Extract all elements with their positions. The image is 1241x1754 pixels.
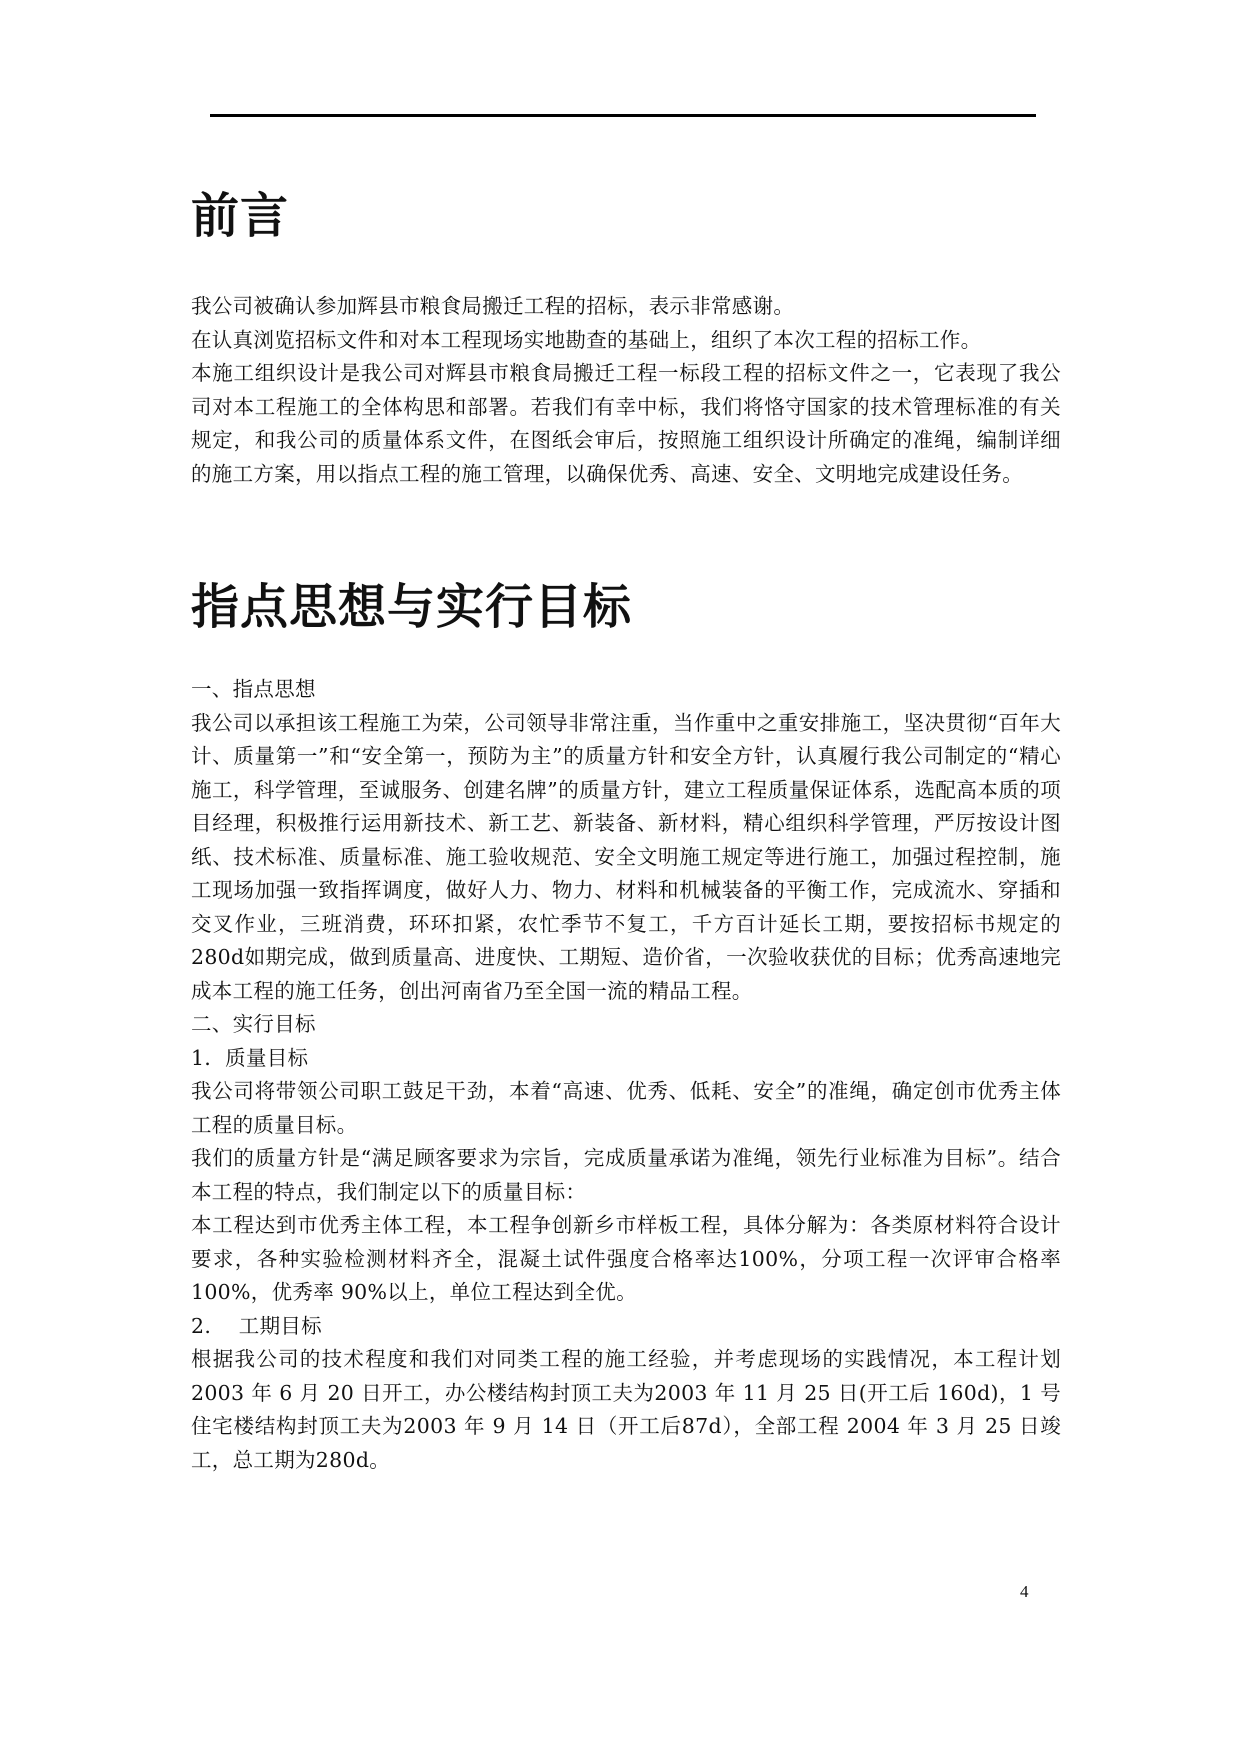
guiding-paragraph: 我公司以承担该工程施工为荣，公司领导非常注重，当作重中之重安排施工，坚决贯彻“百年大计、质量第一”和“安全第一，预防为主”的质量方针和安全方针，认真履行我公司制定的“精心施工，科学管理，至诚服务、创建名牌”的质量方针，建立工程质量保证体系，选配高本质的项目经理，积极推行运用新技术、新工艺、新装备、新材料，精心组织科学管理，严厉按设计图纸、技术标准、质量标准、施工验收规范、安全文明施工规定等进行施工，加强过程控制，施工现场加强一致指挥调度，做好人力、物力、材料和机械装备的平衡工作，完成流水、穿插和交叉作业，三班消费，环环扣紧，农忙季节不复工，千方百计延长工期，要按招标书规定的280d如期完成，做到质量高、进度快、工期短、造价省，一次验收获优的目标；优秀高速地完成本工程的施工任务，创出河南省乃至全国一流的精品工程。 [191, 710, 1061, 1003]
preface-paragraph: 在认真浏览招标文件和对本工程现场实地勘查的基础上，组织了本次工程的招标工作。 [191, 327, 982, 352]
page-content [191, 184, 1061, 1477]
header-rule [210, 114, 1036, 117]
preface-paragraph: 我公司被确认参加辉县市粮食局搬迁工程的招标，表示非常感谢。 [191, 294, 795, 318]
preface-paragraph: 本施工组织设计是我公司对辉县市粮食局搬迁工程一标段工程的招标文件之一，它表现了我公司对本工程施工的全体构思和部署。若我们有幸中标，我们将恪守国家的技术管理标准的有关规定，和我公司的质量体系文件，在图纸会审后，按照施工组织设计所确定的准绳，编制详细的施工方案，用以指点工程的施工管理，以确保优秀、高速、安全、文明地完成建设任务。 [191, 361, 1061, 486]
subheading-guiding-thought: 一、指点思想 [191, 677, 316, 701]
guiding-title: 指点思想与实行目标 [191, 579, 633, 635]
preface-title: 前言 [191, 188, 290, 244]
subheading-schedule-goal: 2. 工期目标 [191, 1313, 322, 1338]
quality-breakdown-paragraph: 本工程达到市优秀主体工程，本工程争创新乡市样板工程，具体分解为：各类原材料符合设计要求，各种实验检测材料齐全，混凝土试件强度合格率达100%，分项工程一次评审合格率100%，优秀率 90%以上，单位工程达到全优。 [191, 1213, 1061, 1304]
subheading-goals: 二、实行目标 [191, 1012, 316, 1036]
subheading-quality-goal: 1．质量目标 [191, 1045, 309, 1070]
quality-policy-paragraph: 我们的质量方针是“满足顾客要求为宗旨，完成质量承诺为准绳，领先行业标准为目标”。结合本工程的特点，我们制定以下的质量目标： [191, 1146, 1061, 1204]
quality-paragraph: 我公司将带领公司职工鼓足干劲，本着“高速、优秀、低耗、安全”的准绳，确定创市优秀主体工程的质量目标。 [191, 1079, 1061, 1137]
page-number: 4 [1020, 1582, 1029, 1601]
schedule-paragraph: 根据我公司的技术程度和我们对同类工程的施工经验，并考虑现场的实践情况，本工程计划2003 年 6 月 20 日开工，办公楼结构封顶工夫为2003 年 11 月 25 日(开工后 160d)，1 号住宅楼结构封顶工夫为2003 年 9 月 14 日（开工后87d），全部工程 2004 年 3 月 25 日竣工，总工期为280d。 [191, 1347, 1061, 1472]
